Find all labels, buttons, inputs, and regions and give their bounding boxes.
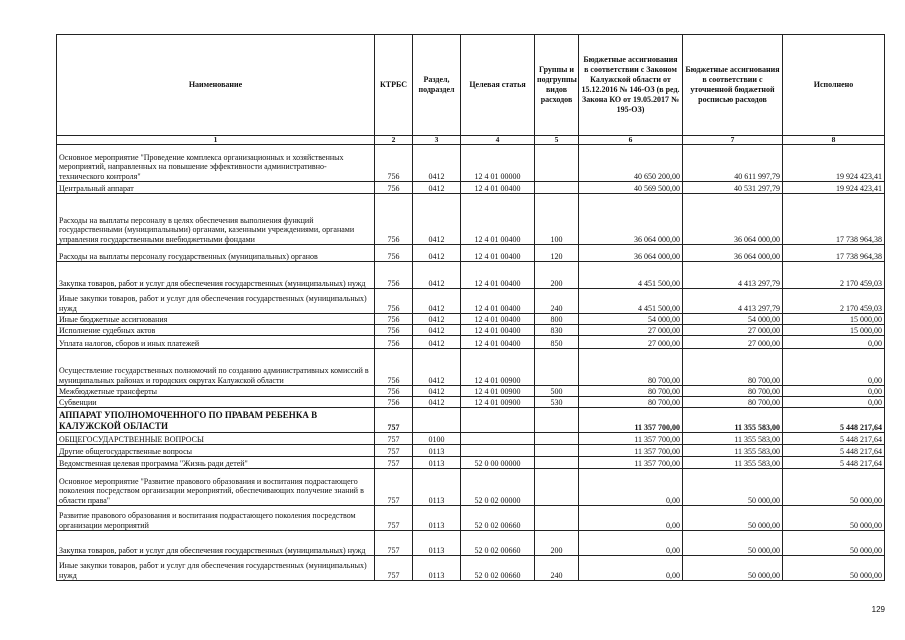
row-group [535, 445, 579, 457]
row-target: 12 4 01 00900 [461, 386, 535, 397]
row-assign-refined: 36 064 000,00 [683, 194, 783, 245]
row-executed: 5 448 217,64 [783, 445, 885, 457]
row-assign-law: 40 650 200,00 [579, 145, 683, 182]
row-group: 240 [535, 556, 579, 581]
row-assign-refined: 50 000,00 [683, 556, 783, 581]
row-target: 12 4 01 00900 [461, 349, 535, 386]
row-group [535, 408, 579, 433]
row-executed: 19 924 423,41 [783, 145, 885, 182]
row-name: Другие общегосударственные вопросы [57, 445, 375, 457]
table-row [57, 531, 885, 556]
column-number-row [57, 136, 885, 145]
row-assign-law: 80 700,00 [579, 386, 683, 397]
row-name: Иные закупки товаров, работ и услуг для обеспечения государственных (муниципальных) нужд [57, 289, 375, 314]
row-name: Уплата налогов, сборов и иных платежей [57, 336, 375, 349]
row-name: Иные бюджетные ассигнования [57, 314, 375, 325]
row-executed: 0,00 [783, 349, 885, 386]
row-assign-refined: 4 413 297,79 [683, 289, 783, 314]
header-assign-refined: Бюджетные ассигнования в соответствии с уточненной бюджетной росписью расходов [683, 35, 783, 136]
row-executed: 2 170 459,03 [783, 289, 885, 314]
row-ktrbs: 756 [375, 289, 413, 314]
row-group: 530 [535, 397, 579, 408]
row-section: 0113 [413, 469, 461, 506]
header-ktrbs: КТРБС [375, 35, 413, 136]
row-group [535, 457, 579, 469]
row-name: Основное мероприятие "Проведение комплекса организационных и хозяйственных мероприятий, направленных на повышение эффективности административно-технического контроля" [57, 145, 375, 182]
row-assign-refined: 80 700,00 [683, 397, 783, 408]
row-assign-refined: 27 000,00 [683, 325, 783, 336]
row-name: Центральный аппарат [57, 182, 375, 194]
row-target: 52 0 02 00660 [461, 531, 535, 556]
row-assign-refined: 4 413 297,79 [683, 262, 783, 289]
table-row [57, 556, 885, 581]
row-target: 12 4 01 00400 [461, 336, 535, 349]
row-section: 0113 [413, 556, 461, 581]
row-group [535, 506, 579, 531]
row-assign-law: 11 357 700,00 [579, 457, 683, 469]
row-assign-law: 54 000,00 [579, 314, 683, 325]
row-group: 200 [535, 531, 579, 556]
row-target [461, 408, 535, 433]
row-section: 0412 [413, 245, 461, 262]
row-ktrbs: 757 [375, 445, 413, 457]
row-group: 120 [535, 245, 579, 262]
row-assign-law: 11 357 700,00 [579, 433, 683, 445]
row-group: 500 [535, 386, 579, 397]
header-name: Наименование [57, 35, 375, 136]
row-assign-law: 11 357 700,00 [579, 408, 683, 433]
row-section: 0100 [413, 433, 461, 445]
row-assign-refined: 50 000,00 [683, 469, 783, 506]
row-ktrbs: 756 [375, 182, 413, 194]
table-row [57, 408, 885, 433]
row-ktrbs: 757 [375, 556, 413, 581]
row-ktrbs: 756 [375, 262, 413, 289]
row-executed: 5 448 217,64 [783, 408, 885, 433]
row-section: 0412 [413, 349, 461, 386]
row-executed: 0,00 [783, 336, 885, 349]
row-name: Закупка товаров, работ и услуг для обеспечения государственных (муниципальных) нужд [57, 262, 375, 289]
row-ktrbs: 756 [375, 314, 413, 325]
col-number: 1 [57, 136, 375, 145]
row-target [461, 445, 535, 457]
row-assign-law: 36 064 000,00 [579, 245, 683, 262]
row-target: 52 0 02 00660 [461, 556, 535, 581]
row-executed: 2 170 459,03 [783, 262, 885, 289]
row-group: 800 [535, 314, 579, 325]
row-ktrbs: 757 [375, 531, 413, 556]
table-row [57, 469, 885, 506]
row-name: ОБЩЕГОСУДАРСТВЕННЫЕ ВОПРОСЫ [57, 433, 375, 445]
row-group [535, 349, 579, 386]
row-assign-refined: 11 355 583,00 [683, 433, 783, 445]
table-row [57, 182, 885, 194]
row-target: 12 4 01 00400 [461, 182, 535, 194]
row-assign-law: 80 700,00 [579, 397, 683, 408]
row-ktrbs: 756 [375, 325, 413, 336]
row-group: 200 [535, 262, 579, 289]
row-name: Исполнение судебных актов [57, 325, 375, 336]
row-target: 12 4 01 00400 [461, 262, 535, 289]
row-ktrbs: 756 [375, 349, 413, 386]
row-section: 0412 [413, 262, 461, 289]
row-ktrbs: 756 [375, 245, 413, 262]
row-target: 12 4 01 00400 [461, 245, 535, 262]
row-assign-law: 11 357 700,00 [579, 445, 683, 457]
budget-table [56, 34, 885, 581]
row-group: 830 [535, 325, 579, 336]
row-assign-law: 0,00 [579, 469, 683, 506]
row-executed: 50 000,00 [783, 556, 885, 581]
row-name: Основное мероприятие "Развитие правового образования и воспитания подрастающего поколения посредством организации мероприятий, обеспечивающих получение знаний в области права" [57, 469, 375, 506]
table-row [57, 349, 885, 386]
row-target: 52 0 00 00000 [461, 457, 535, 469]
table-row [57, 245, 885, 262]
row-assign-law: 0,00 [579, 531, 683, 556]
row-target: 12 4 01 00400 [461, 289, 535, 314]
table-row [57, 506, 885, 531]
row-executed: 0,00 [783, 397, 885, 408]
row-executed: 5 448 217,64 [783, 457, 885, 469]
row-name: Иные закупки товаров, работ и услуг для обеспечения государственных (муниципальных) нужд [57, 556, 375, 581]
row-group [535, 182, 579, 194]
row-section [413, 408, 461, 433]
row-target: 12 4 01 00400 [461, 314, 535, 325]
row-section: 0412 [413, 397, 461, 408]
row-assign-law: 0,00 [579, 556, 683, 581]
header-assign-law: Бюджетные ассигнования в соответствии с Законом Калужской области от 15.12.2016 № 146-ОЗ (в ред. Закона КО от 19.05.2017 № 195-ОЗ) [579, 35, 683, 136]
row-target: 12 4 01 00400 [461, 325, 535, 336]
row-assign-refined: 54 000,00 [683, 314, 783, 325]
row-executed: 0,00 [783, 386, 885, 397]
col-number: 2 [375, 136, 413, 145]
row-ktrbs: 756 [375, 194, 413, 245]
table-row [57, 336, 885, 349]
row-group [535, 469, 579, 506]
row-target: 12 4 01 00000 [461, 145, 535, 182]
row-group [535, 433, 579, 445]
row-assign-law: 27 000,00 [579, 336, 683, 349]
row-executed: 50 000,00 [783, 506, 885, 531]
row-ktrbs: 757 [375, 506, 413, 531]
row-executed: 19 924 423,41 [783, 182, 885, 194]
table-row [57, 194, 885, 245]
row-assign-refined: 27 000,00 [683, 336, 783, 349]
row-target: 12 4 01 00400 [461, 194, 535, 245]
row-assign-refined: 11 355 583,00 [683, 457, 783, 469]
row-ktrbs: 757 [375, 457, 413, 469]
row-assign-refined: 11 355 583,00 [683, 445, 783, 457]
table-row [57, 457, 885, 469]
row-assign-refined: 50 000,00 [683, 531, 783, 556]
row-executed: 15 000,00 [783, 314, 885, 325]
row-assign-refined: 80 700,00 [683, 386, 783, 397]
row-ktrbs: 757 [375, 469, 413, 506]
row-executed: 50 000,00 [783, 469, 885, 506]
header-executed: Исполнено [783, 35, 885, 136]
row-assign-law: 40 569 500,00 [579, 182, 683, 194]
row-section: 0412 [413, 194, 461, 245]
row-assign-law: 4 451 500,00 [579, 289, 683, 314]
row-target: 52 0 02 00000 [461, 469, 535, 506]
row-executed: 17 738 964,38 [783, 245, 885, 262]
row-name: Ведомственная целевая программа "Жизнь ради детей" [57, 457, 375, 469]
row-ktrbs: 756 [375, 397, 413, 408]
row-assign-law: 36 064 000,00 [579, 194, 683, 245]
row-ktrbs: 757 [375, 433, 413, 445]
table-row [57, 145, 885, 182]
row-section: 0113 [413, 445, 461, 457]
table-row [57, 386, 885, 397]
row-assign-refined: 40 611 997,79 [683, 145, 783, 182]
row-group: 240 [535, 289, 579, 314]
row-assign-law: 4 451 500,00 [579, 262, 683, 289]
table-row [57, 314, 885, 325]
header-section: Раздел, подраздел [413, 35, 461, 136]
col-number: 7 [683, 136, 783, 145]
row-group: 100 [535, 194, 579, 245]
row-executed: 17 738 964,38 [783, 194, 885, 245]
row-assign-law: 27 000,00 [579, 325, 683, 336]
row-section: 0412 [413, 182, 461, 194]
row-section: 0412 [413, 314, 461, 325]
row-assign-refined: 11 355 583,00 [683, 408, 783, 433]
row-ktrbs: 757 [375, 408, 413, 433]
row-group [535, 145, 579, 182]
col-number: 5 [535, 136, 579, 145]
table-row [57, 433, 885, 445]
header-row [57, 35, 885, 136]
row-name: Расходы на выплаты персоналу государственных (муниципальных) органов [57, 245, 375, 262]
row-executed: 15 000,00 [783, 325, 885, 336]
row-name: Межбюджетные трансферты [57, 386, 375, 397]
page-number: 129 [871, 605, 885, 614]
table-body [57, 145, 885, 581]
row-target: 12 4 01 00900 [461, 397, 535, 408]
row-assign-refined: 40 531 297,79 [683, 182, 783, 194]
row-section: 0113 [413, 506, 461, 531]
row-name: АППАРАТ УПОЛНОМОЧЕННОГО ПО ПРАВАМ РЕБЕНКА В КАЛУЖСКОЙ ОБЛАСТИ [57, 408, 375, 433]
row-name: Развитие правового образования и воспитания подрастающего поколения посредством организации мероприятий [57, 506, 375, 531]
row-executed: 5 448 217,64 [783, 433, 885, 445]
row-assign-refined: 50 000,00 [683, 506, 783, 531]
header-groups: Группы и подгруппы видов расходов [535, 35, 579, 136]
col-number: 4 [461, 136, 535, 145]
row-assign-refined: 36 064 000,00 [683, 245, 783, 262]
row-section: 0412 [413, 289, 461, 314]
table-row [57, 445, 885, 457]
table-row [57, 397, 885, 408]
row-executed: 50 000,00 [783, 531, 885, 556]
row-assign-law: 0,00 [579, 506, 683, 531]
row-name: Субвенции [57, 397, 375, 408]
row-target: 52 0 02 00660 [461, 506, 535, 531]
row-target [461, 433, 535, 445]
row-section: 0412 [413, 336, 461, 349]
row-section: 0412 [413, 386, 461, 397]
row-group: 850 [535, 336, 579, 349]
row-section: 0412 [413, 145, 461, 182]
row-assign-refined: 80 700,00 [683, 349, 783, 386]
table-row [57, 262, 885, 289]
row-assign-law: 80 700,00 [579, 349, 683, 386]
row-name: Закупка товаров, работ и услуг для обеспечения государственных (муниципальных) нужд [57, 531, 375, 556]
budget-table-sheet [56, 34, 884, 581]
col-number: 8 [783, 136, 885, 145]
table-row [57, 289, 885, 314]
row-ktrbs: 756 [375, 386, 413, 397]
table-row [57, 325, 885, 336]
header-target: Целевая статья [461, 35, 535, 136]
row-name: Осуществление государственных полномочий по созданию административных комиссий в муниципальных районах и городских округах Калужской области [57, 349, 375, 386]
row-section: 0113 [413, 531, 461, 556]
row-ktrbs: 756 [375, 145, 413, 182]
row-name: Расходы на выплаты персоналу в целях обеспечения выполнения функций государственными (муниципальными) органами, казенными учреждениями, органами управления государственными внебюджетными фондами [57, 194, 375, 245]
row-ktrbs: 756 [375, 336, 413, 349]
row-section: 0113 [413, 457, 461, 469]
row-section: 0412 [413, 325, 461, 336]
col-number: 3 [413, 136, 461, 145]
col-number: 6 [579, 136, 683, 145]
